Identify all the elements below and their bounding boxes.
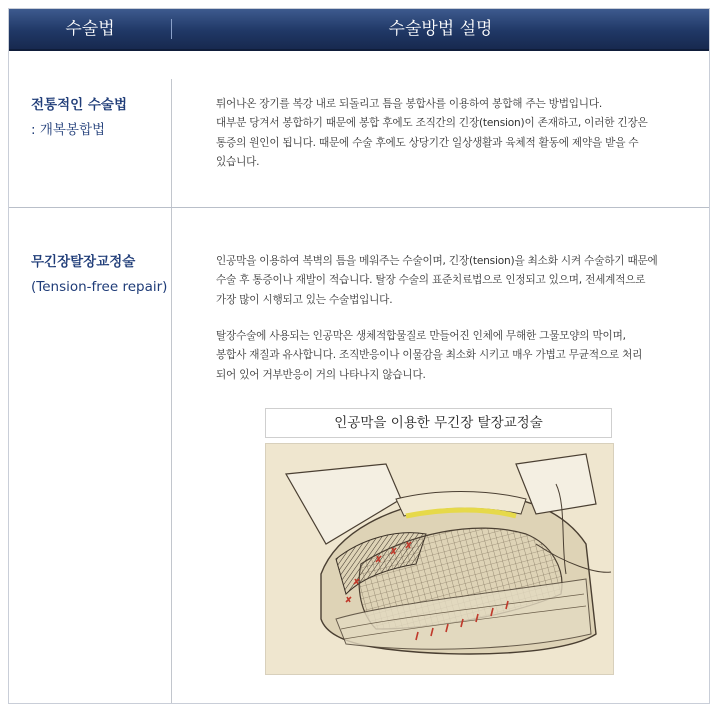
method-description-para2 (216, 327, 694, 385)
method-name (31, 250, 167, 300)
desc-line: 가장 많이 시행되고 있는 수술법입니다. (216, 293, 393, 306)
surgery-table (8, 8, 710, 704)
desc-line: 대부분 당겨서 봉합하기 때문에 봉합 후에도 조직간의 긴장(tension)이 존재하고, 이러한 긴장은 (216, 117, 648, 130)
desc-line: 봉합사 재질과 유사합니다. 조직반응이나 이물감을 최소화 시키고 매우 가볍고 무균적으로 처리 (216, 349, 643, 362)
figure-caption: 인공막을 이용한 무긴장 탈장교정술 (265, 408, 612, 438)
method-title: 전통적인 수술법 (31, 97, 127, 113)
header-description: 수술방법 설명 (388, 19, 493, 39)
table-row-traditional (9, 51, 709, 208)
desc-line: 있습니다. (216, 156, 260, 169)
desc-line: 통증의 원인이 됩니다. 때문에 수술 후에도 상당기간 일상생활과 육체적 활동에 제약을 받을 수 (216, 136, 639, 149)
desc-line: 튀어나온 장기를 복강 내로 되돌리고 틈을 봉합사를 이용하여 봉합해 주는 방법입니다. (216, 98, 603, 110)
method-description-para1 (216, 252, 694, 310)
desc-line: 되어 있어 거부반응이 거의 나타나지 않습니다. (216, 368, 426, 381)
method-subtitle: : 개복봉합법 (31, 122, 106, 138)
method-title: 무긴장탈장교정술 (31, 254, 136, 270)
table-row-tension-free (9, 208, 709, 703)
method-name (31, 93, 127, 143)
header-method: 수술법 (65, 19, 115, 39)
method-description (216, 95, 694, 173)
method-subtitle: (Tension-free repair) (31, 279, 168, 295)
desc-line: 탈장수술에 사용되는 인공막은 생체적합물질로 만들어진 인체에 무해한 그물모양의 막이며, (216, 330, 626, 342)
mesh-repair-drawing (266, 444, 613, 674)
desc-line: 인공막을 이용하여 복벽의 틈을 메워주는 수술이며, 긴장(tension)을 최소화 시켜 수술하기 때문에 (216, 255, 658, 267)
surgery-illustration (265, 443, 614, 675)
column-divider (171, 79, 172, 207)
desc-line: 수술 후 통증이나 재발이 적습니다. 탈장 수술의 표준치료법으로 인정되고 있으며, 전세계적으로 (216, 274, 646, 287)
table-header (9, 9, 709, 51)
column-divider (171, 208, 172, 703)
